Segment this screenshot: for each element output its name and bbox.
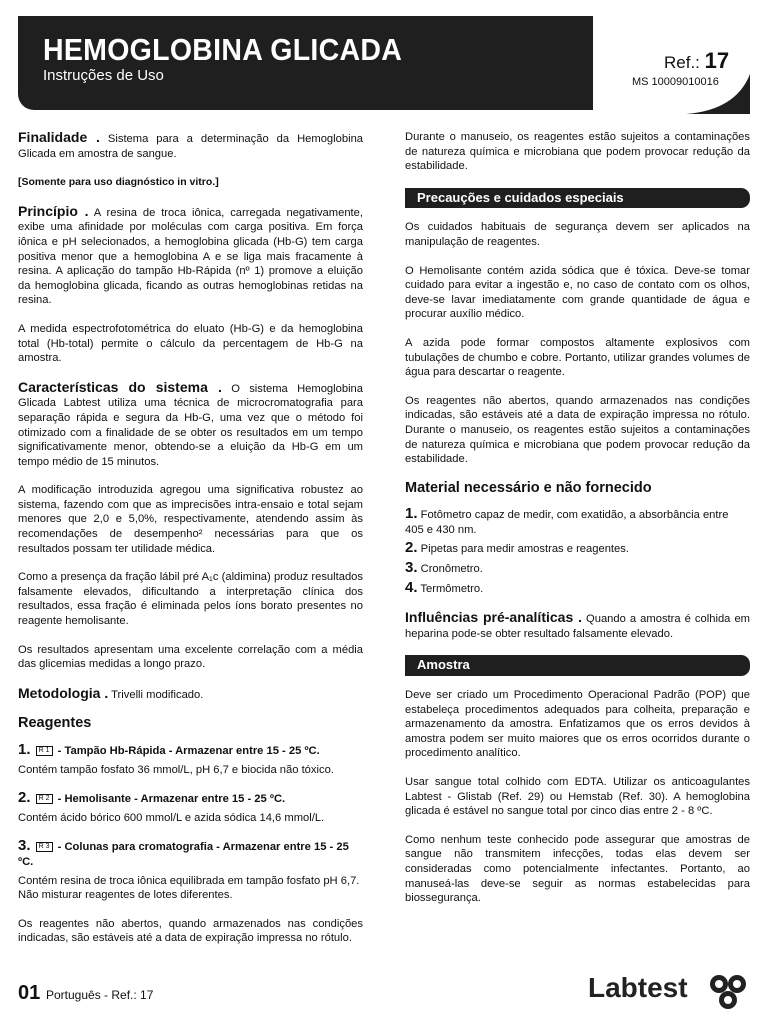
reagent-1-title-line bbox=[18, 743, 363, 759]
header-bar bbox=[18, 16, 593, 110]
reagent-3-text-2: Não misturar reagentes de lotes diferentes. bbox=[18, 889, 233, 902]
material-item-4-number: 4. bbox=[405, 578, 418, 596]
document-title: HEMOGLOBINA GLICADA bbox=[43, 32, 403, 67]
reagentes-heading: Reagentes bbox=[18, 715, 92, 732]
reagent-3-box: R 3 bbox=[36, 842, 53, 852]
page-number: 01 bbox=[18, 982, 41, 1004]
reagent-2-box: R 2 bbox=[36, 794, 53, 804]
reagent-2-number: 2. bbox=[18, 789, 31, 807]
amostra-heading-bar: Amostra bbox=[405, 655, 750, 676]
principio-paragraph bbox=[18, 204, 363, 308]
material-item-2 bbox=[405, 541, 750, 557]
header-curve-decoration bbox=[686, 74, 750, 114]
precaucoes-heading-bar: Precauções e cuidados especiais bbox=[405, 188, 750, 209]
caracteristicas-text: O sistema Hemoglobina Glicada Labtest utiliza uma técnica de microcromatografia para separação rápida e segura da Hb-G, uma vez que o método foi otimizado com a finalidade de se obter os resultados em um tempo significativamente menor, obtendo-se a eluição da Hb-G em um tempo médio de 15 minutos. bbox=[18, 382, 364, 468]
material-item-1-text: Fotômetro capaz de medir, com exatidão, a absorbância entre 405 e 430 nm. bbox=[405, 509, 729, 536]
reagent-1-box: R 1 bbox=[36, 746, 53, 756]
reagent-1-text: Contém tampão fosfato 36 mmol/L, pH 6,7 e biocida não tóxico. bbox=[18, 763, 334, 776]
reagent-2-text: Contém ácido bórico 600 mmol/L e azida sódica 14,6 mmol/L. bbox=[18, 811, 325, 824]
material-item-4-text: Termômetro. bbox=[420, 582, 484, 595]
caracteristicas-heading: Características do sistema . bbox=[18, 378, 222, 395]
finalidade-heading: Finalidade . bbox=[18, 129, 100, 145]
caracteristicas-paragraph bbox=[18, 380, 363, 470]
reagent-3-text: Contém resina de troca iônica equilibrada em tampão fosfato pH 6,7. bbox=[18, 874, 360, 887]
caracteristicas-paragraph-3: Como a presença da fração lábil pré A₁c (aldimina) produz resultados falsamente elevados, dificultando a interpretação clínica dos resultados, essa fração é eliminada pelos íons borato presentes no reagente hemolisante. bbox=[18, 571, 363, 628]
amostra-text-2: Usar sangue total colhido com EDTA. Utilizar os anticoagulantes Labtest - Glistab (Ref. 29) ou Hemstab (Ref. 30). A hemoglobina glicada é estável no sangue total por cinco dias entre 2 - 8 ºC. bbox=[405, 776, 750, 818]
ref-number: 17 bbox=[704, 48, 730, 73]
caracteristicas-paragraph-4: Os resultados apresentam uma excelente correlação com a média das glicemias medidas a longo prazo. bbox=[18, 643, 363, 671]
precaucoes-text-2: O Hemolisante contém azida sódica que é tóxica. Deve-se tomar cuidado para evitar a ingestão e, no caso de contato com os olhos, deve-se lavar imediatamente com grande quantidade de água e procurar auxílio médico. bbox=[405, 264, 750, 321]
material-item-4 bbox=[405, 578, 750, 597]
finalidade-paragraph bbox=[18, 130, 363, 161]
reagent-3-title-line bbox=[18, 839, 363, 869]
influencias-text: Quando a amostra é colhida em heparina pode-se obter resultado falsamente elevado. bbox=[405, 613, 750, 640]
ref-label: Ref.: bbox=[664, 53, 700, 72]
reagent-2-title-line bbox=[18, 791, 363, 807]
diagnostic-note: [Somente para uso diagnóstico in vitro.] bbox=[18, 176, 219, 189]
metodologia-paragraph bbox=[18, 686, 363, 703]
finalidade-text: Sistema para a determinação da Hemoglobina Glicada em amostra de sangue. bbox=[18, 133, 364, 160]
material-item-1-number: 1. bbox=[405, 505, 418, 523]
footer-text: Português - Ref.: 17 bbox=[46, 988, 154, 1002]
ms-number: MS 10009010016 bbox=[632, 76, 719, 88]
precaucoes-text-4: Os reagentes não abertos, quando armazenados nas condições indicadas, são estáveis até a data de expiração impressa no rótulo. Durante o manuseio, os reagentes estão sujeitos a contaminações de natureza química e microbiana que podem provocar redução da estabilidade. bbox=[405, 394, 750, 466]
amostra-text-1: Deve ser criado um Procedimento Operacional Padrão (POP) que estabeleça procedimentos adequados para colheita, preparação e armazenamento da amostra. Enfatizamos que os erros devidos à amostra podem ser muito maiores que os erros ocorridos durante o procedimento analítico. bbox=[405, 689, 750, 760]
amostra-text-3: Como nenhum teste conhecido pode assegurar que amostras de sangue não transmitem infecções, todas elas devem ser consideradas como potencialmente infectantes. Portanto, ao manuseá-las deve-se seguir as normas estabelecidas para biossegurança. bbox=[405, 833, 750, 905]
material-item-3 bbox=[405, 561, 750, 577]
reagent-1-title: - Tampão Hb-Rápida - Armazenar entre 15 - 25 ºC. bbox=[57, 745, 320, 757]
precaucoes-text-3: A azida pode formar compostos altamente explosivos com tubulações de chumbo e cobre. Portanto, utilizar grandes volumes de água para descartar o reagente. bbox=[405, 336, 750, 379]
reagent-1-number: 1. bbox=[18, 741, 31, 758]
document-subtitle: Instruções de Uso bbox=[43, 67, 164, 84]
principio-text: A resina de troca iônica, carregada negativamente, exibe uma afinidade por moléculas com carga positiva. Em força iônica e pH selecionados, a hemoglobina glicada (Hb-G) tem carga positiva menor que a hemoglobina A e se liga mais fracamente à resina. A aplicação do tampão Hb-Rápida (nº 1) promove a eluição da hemoglobina glicada, ficando as outras hemoglobinas retidas na resina. bbox=[18, 206, 363, 307]
reagentes-final-text: Os reagentes não abertos, quando armazenados nas condições indicadas, são estáveis até a data de expiração impressa no rótulo. bbox=[18, 917, 363, 945]
reagent-2-title: - Hemolisante - Armazenar entre 15 - 25 ºC. bbox=[57, 793, 286, 806]
reagent-3-title: - Colunas para cromatografia - Armazenar entre 15 - 25 ºC. bbox=[18, 841, 349, 868]
metodologia-heading: Metodologia . bbox=[18, 684, 109, 701]
material-item-2-number: 2. bbox=[405, 539, 418, 557]
ref-block bbox=[664, 48, 729, 74]
principio-heading: Princípio . bbox=[18, 202, 89, 219]
material-item-2-text: Pipetas para medir amostras e reagentes. bbox=[420, 543, 629, 556]
material-item-1 bbox=[405, 507, 750, 537]
right-column bbox=[405, 130, 750, 920]
influencias-paragraph bbox=[405, 610, 750, 641]
caracteristicas-paragraph-2: A modificação introduzida agregou uma significativa robustez ao sistema, fazendo com que as imprecisões intra-ensaio e total sejam menores que 2,0 e 5,0%, respectivamente, atendendo assim às recomendações de desempenho² necessárias para que os resultados possam ter utilidade médica. bbox=[18, 484, 363, 555]
labtest-logo-icon bbox=[705, 972, 751, 1012]
stability-intro: Durante o manuseio, os reagentes estão sujeitos a contaminações de natureza química e microbiana que podem provocar redução da estabilidade. bbox=[405, 131, 750, 173]
reagent-3-number: 3. bbox=[18, 837, 31, 855]
metodologia-text: Trivelli modificado. bbox=[111, 688, 204, 701]
material-item-3-number: 3. bbox=[405, 559, 418, 577]
influencias-heading: Influências pré-analíticas . bbox=[405, 609, 582, 626]
principio-paragraph-2: A medida espectrofotométrica do eluato (Hb-G) e da hemoglobina total (Hb-total) permite o cálculo da percentagem de Hb-G na amostra. bbox=[18, 322, 363, 365]
left-column bbox=[18, 130, 363, 960]
precaucoes-text-1: Os cuidados habituais de segurança devem ser aplicados na manipulação de reagentes. bbox=[405, 221, 750, 248]
material-heading: Material necessário e não fornecido bbox=[405, 479, 652, 496]
labtest-logo-text: Labtest bbox=[588, 972, 688, 1003]
material-item-3-text: Cronômetro. bbox=[420, 563, 483, 576]
